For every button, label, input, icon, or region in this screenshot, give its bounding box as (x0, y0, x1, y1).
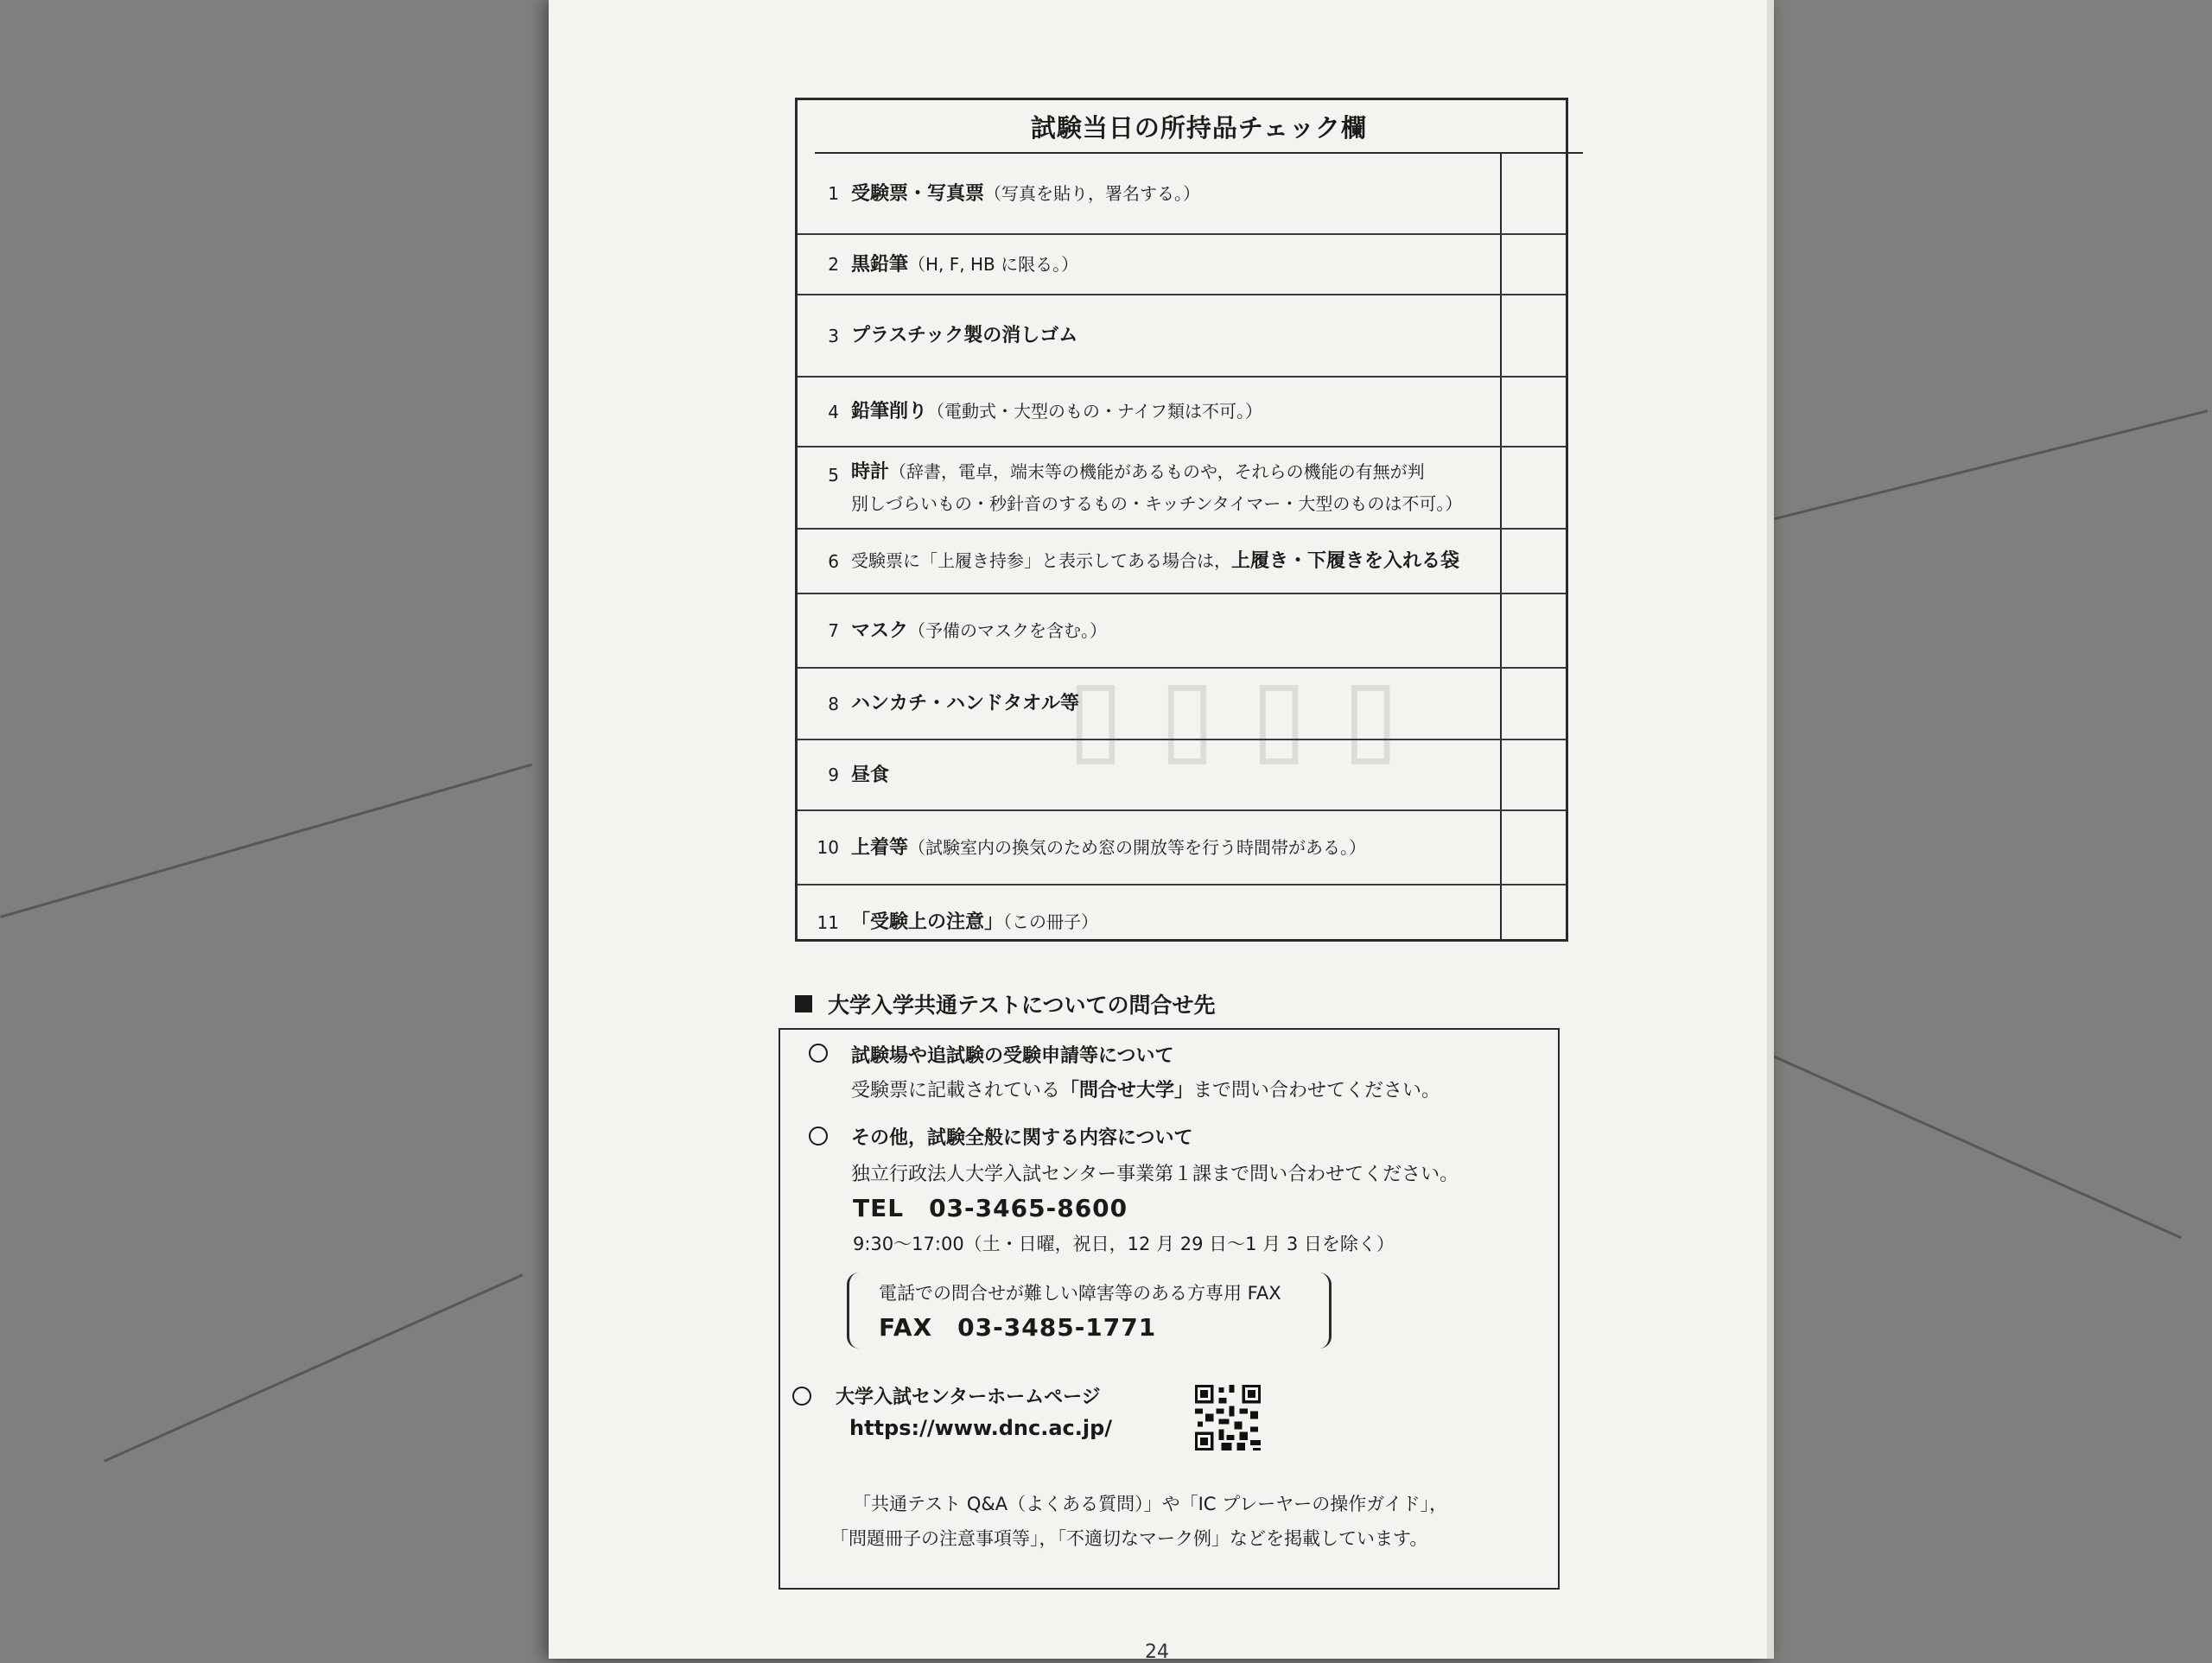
row-item: ハンカチ・ハンドタオル等 (851, 693, 1080, 714)
row-item: 「受験上の注意」 (851, 911, 1004, 933)
row-note: （電動式・大型のもの・ナイフ類は不可。） (927, 401, 1263, 422)
row-note: （この冊子） (1003, 911, 1099, 932)
show-through: ▯▯▯▯ (1067, 657, 1434, 777)
row-number: 7 (828, 620, 839, 641)
row-number: 1 (828, 183, 839, 204)
entry-general-title: その他，試験全般に関する内容について (851, 1127, 1193, 1149)
checklist-row (798, 447, 1566, 530)
entry-exam-venue-title: 試験場や追試験の受験申請等について (851, 1045, 1174, 1067)
row-item: マスク (851, 619, 909, 642)
contact-box (779, 1028, 1560, 1590)
row-number: 3 (828, 325, 839, 346)
row-note: 受験票に「上履き持参」と表示してある場合は， (851, 550, 1231, 571)
floor-seam (1770, 1054, 2182, 1239)
checklist-row (798, 594, 1566, 669)
black-square-icon (795, 995, 812, 1012)
fax-number: FAX 03-3485-1771 (879, 1313, 1157, 1342)
row-note: （試験室内の換気のため窓の開放等を行う時間帯がある。） (908, 836, 1367, 858)
qr-code-icon (1195, 1384, 1261, 1451)
tel-number: TEL 03-3465-8600 (853, 1194, 1128, 1222)
footer-line-1: 「共通テスト Q&A（よくある質問）」や「IC プレーヤーの操作ガイド」， (853, 1494, 1448, 1514)
document-page (549, 0, 1767, 1663)
floor-seam (104, 1273, 523, 1462)
row-note: （辞書，電卓，端末等の機能があるものや，それらの機能の有無が判 (889, 461, 1425, 482)
body-text: 受験票に記載されている (851, 1080, 1061, 1101)
row-note-continued: 別しづらいもの・秒針音のするもの・キッチンタイマー・大型のものは不可。） (851, 493, 1463, 514)
checklist-row (798, 295, 1566, 378)
floor-seam (0, 764, 532, 918)
circle-bullet-icon (809, 1127, 828, 1146)
checklist-row (798, 811, 1566, 885)
homepage-url[interactable]: https://www.dnc.ac.jp/ (849, 1416, 1113, 1440)
row-note: （予備のマスクを含む。） (908, 619, 1108, 641)
entry-general-body: 独立行政法人大学入試センター事業第１課まで問い合わせてください。 (851, 1164, 1459, 1185)
checklist-table (795, 98, 1568, 942)
row-number: 2 (828, 254, 839, 275)
row-number: 10 (817, 837, 839, 858)
page-number: 24 (1145, 1641, 1169, 1663)
row-note: （写真を貼り，署名する。） (984, 182, 1201, 204)
checklist-row (798, 669, 1566, 740)
checklist-row (798, 530, 1566, 594)
contact-university-label: 「問合せ大学」 (1060, 1080, 1194, 1101)
row-number: 9 (828, 765, 839, 785)
body-text: まで問い合わせてください。 (1193, 1080, 1441, 1101)
row-item: 昼食 (851, 764, 890, 786)
row-item: 時計 (851, 461, 890, 483)
row-number: 8 (828, 693, 839, 714)
checklist-row (798, 154, 1566, 235)
row-item: 黒鉛筆 (851, 253, 909, 276)
circle-bullet-icon (792, 1387, 811, 1406)
row-number: 4 (828, 401, 839, 422)
row-note: （H, F, HB に限る。） (908, 253, 1079, 275)
checklist-row (798, 378, 1566, 447)
homepage-title: 大学入試センターホームページ (836, 1387, 1101, 1408)
row-number: 11 (817, 911, 839, 933)
footer-line-2: 「問題冊子の注意事項等」，「不適切なマーク例」などを掲載しています。 (830, 1528, 1428, 1549)
entry-exam-venue-body (851, 1076, 1440, 1102)
row-number: 6 (828, 550, 839, 572)
office-hours: 9:30〜17:00（土・日曜，祝日，12 月 29 日〜1 月 3 日を除く） (853, 1234, 1395, 1254)
row-item: 上着等 (851, 836, 909, 859)
row-item: 鉛筆削り (851, 401, 928, 422)
contact-heading (795, 988, 1216, 1019)
checklist-row (798, 740, 1566, 811)
row-number: 5 (828, 465, 839, 486)
checklist-row (798, 885, 1566, 959)
paper-edge (1767, 0, 1774, 1659)
contact-heading-text: 大学入学共通テストについての問合せ先 (828, 993, 1216, 1018)
row-item: 受験票・写真票 (851, 182, 985, 205)
row-item: 上履き・下履きを入れる袋 (1231, 550, 1460, 572)
row-item: プラスチック製の消しゴム (851, 325, 1078, 346)
checklist-row (798, 235, 1566, 295)
circle-bullet-icon (809, 1044, 828, 1063)
floor-seam (1771, 409, 2208, 521)
checklist-title: 試験当日の所持品チェック欄 (815, 100, 1583, 154)
fax-note: 電話での問合せが難しい障害等のある方専用 FAX (879, 1283, 1281, 1304)
